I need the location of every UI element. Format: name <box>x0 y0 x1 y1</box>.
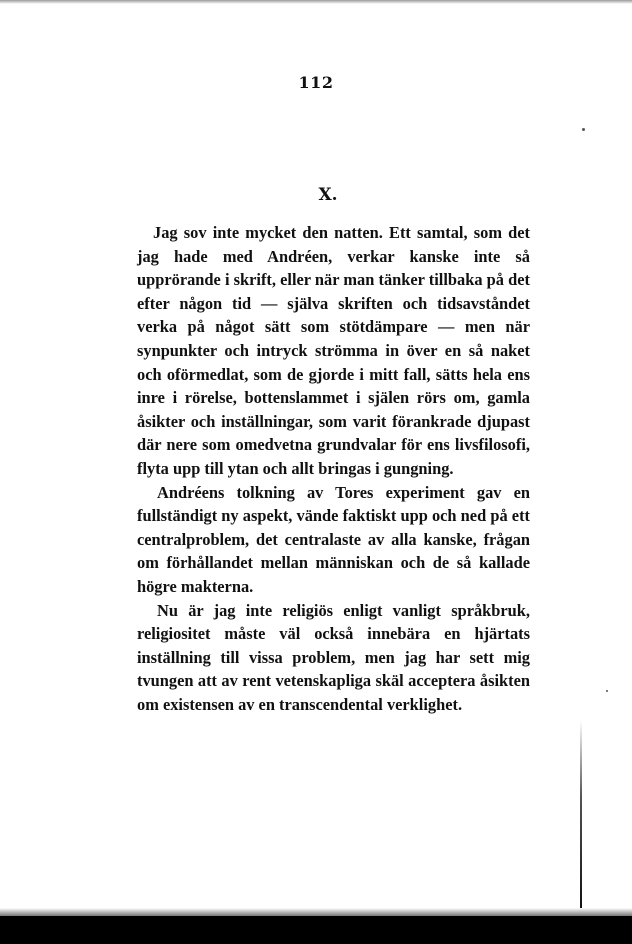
scan-speck <box>582 128 585 131</box>
scan-top-edge <box>0 0 632 4</box>
chapter-heading: X. <box>318 185 338 205</box>
paragraph: Jag sov inte mycket den natten. Ett samtal, som det jag hade med Andréen, verkar kanske inte så upprörande i skrift, eller när man tänker tillbaka på det efter någon tid — själva skriften och tidsavståndet verka på något sätt som stötdämpare — men när synpunkter och intryck strömma in över en så naket och oförmedlat, som de gjorde i mitt fall, sätts hela ens inre i rörelse, bottenslammet i själen rörs om, gamla åsikter och inställningar, som varit förankrade djupast där nere som omedvetna grundvalar för ens livsfilosofi, flyta upp till ytan och allt bringas i gungning. <box>137 223 530 478</box>
paragraph: Andréens tolkning av Tores experiment gav en fullständigt ny aspekt, vände faktiskt upp och ned på ett centralproblem, det centralaste av alla kanske, frågan om förhållandet mellan människan och de så kallade högre makterna. <box>137 482 530 596</box>
page-number: 112 <box>298 73 334 92</box>
scan-bottom-shadow <box>0 908 632 916</box>
body-text <box>137 221 530 716</box>
scan-page-edge <box>580 720 582 910</box>
scan-bottom-edge <box>0 916 632 944</box>
scan-speck <box>606 690 608 692</box>
paragraph: Nu är jag inte religiös enligt vanligt språkbruk, religiositet måste väl också innebära en hjärtats inställning till vissa problem, men jag har sett mig tvungen att av rent vetenskapliga skäl acceptera åsikten om existensen av en transcendental verklighet. <box>137 600 530 714</box>
